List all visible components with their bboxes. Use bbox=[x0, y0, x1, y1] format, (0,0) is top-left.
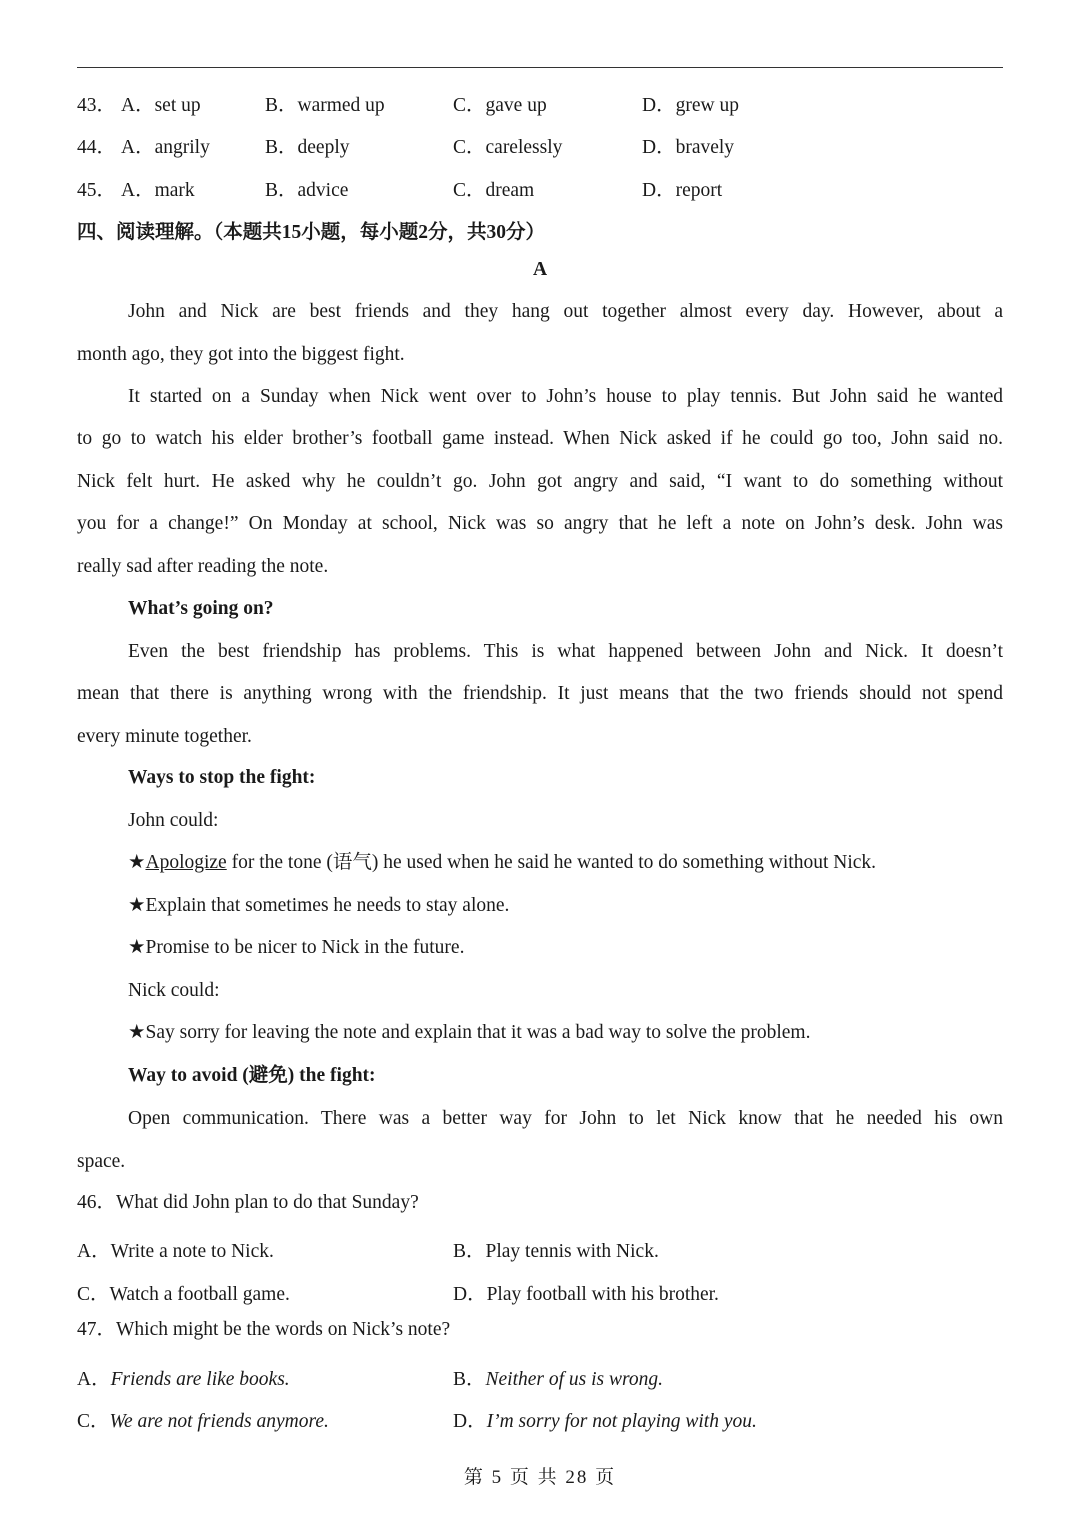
john-could-label: John could: bbox=[128, 810, 219, 831]
question-number: 44． bbox=[77, 137, 117, 158]
question-46-option-b: B．Play tennis with Nick. bbox=[453, 1241, 659, 1262]
paragraph-line: Nick felt hurt. He asked why he couldn’t go. John got angry and said, “I want to do something without bbox=[77, 471, 1003, 492]
bullet-text: for the tone (语气) he used when he said he wanted to do something without Nick. bbox=[226, 852, 877, 873]
paragraph-line: It started on a Sunday when Nick went over to John’s house to play tennis. But John said he wanted bbox=[128, 386, 1003, 407]
option-label: B． bbox=[453, 1369, 486, 1390]
option-d: D．bravely bbox=[642, 137, 735, 158]
bullet-explain: ★Explain that sometimes he needs to stay alone. bbox=[128, 895, 510, 916]
option-text: Friends are like books. bbox=[110, 1369, 290, 1390]
option-text: I’m sorry for not playing with you. bbox=[486, 1411, 757, 1432]
question-47-option-c bbox=[77, 1405, 329, 1433]
question-46-option-a: A．Write a note to Nick. bbox=[77, 1241, 274, 1262]
question-46-option-c: C．Watch a football game. bbox=[77, 1284, 290, 1305]
top-rule bbox=[77, 67, 1003, 68]
option-b: B．advice bbox=[265, 180, 349, 201]
option-c: C．dream bbox=[453, 180, 535, 201]
question-46-option-d: D．Play football with his brother. bbox=[453, 1284, 719, 1305]
option-b: B．deeply bbox=[265, 137, 350, 158]
paragraph-line: really sad after reading the note. bbox=[77, 556, 329, 577]
paragraph-line: Open communication. There was a better way for John to let Nick know that he needed his own bbox=[128, 1108, 1003, 1129]
paragraph-line: month ago, they got into the biggest fight. bbox=[77, 344, 405, 365]
option-label: D． bbox=[453, 1411, 487, 1432]
paragraph-line: Even the best friendship has problems. This is what happened between John and Nick. It doesn’t bbox=[128, 641, 1003, 662]
section-heading: 四、阅读理解。（本题共15小题，每小题2分，共30分） bbox=[77, 222, 546, 243]
option-c: C．carelessly bbox=[453, 137, 563, 158]
bullet-promise: ★Promise to be nicer to Nick in the future. bbox=[128, 937, 465, 958]
question-46-stem: 46．What did John plan to do that Sunday? bbox=[77, 1192, 419, 1213]
question-number: 45． bbox=[77, 180, 117, 201]
bullet-apologize bbox=[128, 853, 876, 873]
option-a: A．mark bbox=[121, 180, 195, 201]
subheading-whats-going-on: What’s going on? bbox=[128, 598, 274, 619]
question-47-stem: 47．Which might be the words on Nick’s note? bbox=[77, 1319, 451, 1340]
option-a: A．set up bbox=[121, 95, 201, 116]
option-text: Neither of us is wrong. bbox=[485, 1369, 664, 1390]
option-label: C． bbox=[77, 1411, 110, 1432]
question-number: 43． bbox=[77, 95, 117, 116]
nick-could-label: Nick could: bbox=[128, 980, 220, 1001]
option-label: A． bbox=[77, 1369, 111, 1390]
option-text: We are not friends anymore. bbox=[109, 1411, 329, 1432]
option-d: D．report bbox=[642, 180, 723, 201]
underlined-word: Apologize bbox=[145, 852, 227, 873]
star-icon: ★ bbox=[128, 852, 146, 873]
subheading-ways-to-stop: Ways to stop the fight: bbox=[128, 767, 316, 788]
paragraph-line: mean that there is anything wrong with the friendship. It just means that the two friends should not spend bbox=[77, 683, 1003, 704]
paragraph-line: John and Nick are best friends and they hang out together almost every day. However, about a bbox=[128, 301, 1003, 322]
question-47-option-b bbox=[453, 1363, 663, 1391]
paragraph-line: to go to watch his elder brother’s football game instead. When Nick asked if he could go too, John said no. bbox=[77, 428, 1003, 449]
passage-label: A bbox=[532, 259, 548, 280]
bullet-say-sorry: ★Say sorry for leaving the note and explain that it was a bad way to solve the problem. bbox=[128, 1022, 811, 1043]
option-a: A．angrily bbox=[121, 137, 210, 158]
question-47-option-d bbox=[453, 1405, 757, 1433]
paragraph-line: space. bbox=[77, 1151, 126, 1172]
question-43-options bbox=[77, 89, 1003, 116]
question-47-option-a bbox=[77, 1363, 290, 1391]
option-d: D．grew up bbox=[642, 95, 739, 116]
question-44-options bbox=[77, 131, 1003, 158]
paragraph-line: every minute together. bbox=[77, 726, 252, 747]
paragraph-line: you for a change!” On Monday at school, Nick was so angry that he left a note on John’s desk. John was bbox=[77, 513, 1003, 534]
question-45-options bbox=[77, 174, 1003, 201]
subheading-way-to-avoid: Way to avoid (避免) the fight: bbox=[128, 1065, 376, 1086]
option-b: B．warmed up bbox=[265, 95, 385, 116]
option-c: C．gave up bbox=[453, 95, 547, 116]
page-footer: 第 5 页 共 28 页 bbox=[463, 1467, 617, 1488]
